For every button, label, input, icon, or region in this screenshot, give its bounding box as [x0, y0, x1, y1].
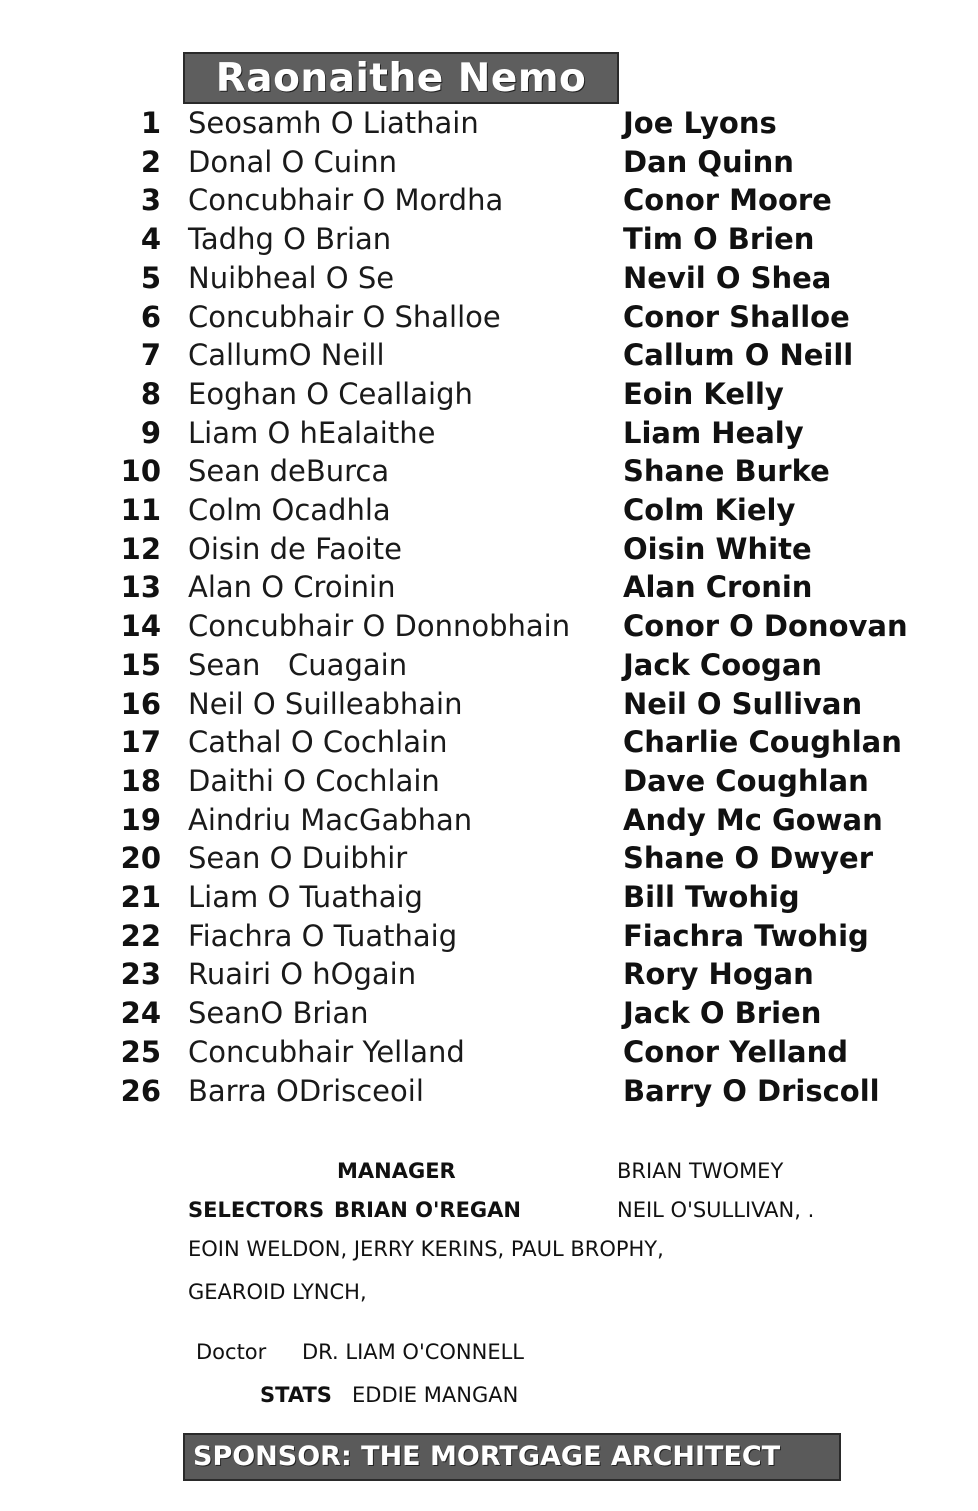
player-irish-name: Concubhair Yelland — [188, 1035, 465, 1069]
player-number: 2 — [140, 145, 161, 179]
player-number: 4 — [140, 222, 161, 256]
player-irish-name: Seosamh O Liathain — [188, 106, 479, 140]
player-english-name: Liam Healy — [623, 416, 804, 450]
player-english-name: Shane Burke — [623, 454, 830, 488]
stats-label: STATS — [260, 1383, 332, 1407]
page-title: Raonaithe Nemo — [215, 56, 587, 101]
player-english-name: Neil O Sullivan — [623, 687, 863, 721]
player-row — [0, 454, 978, 492]
player-number: 18 — [120, 764, 161, 798]
player-irish-name: SeanO Brian — [188, 996, 369, 1030]
player-row — [0, 841, 978, 879]
player-row — [0, 996, 978, 1034]
player-irish-name: Colm Ocadhla — [188, 493, 391, 527]
player-irish-name: CallumO Neill — [188, 338, 385, 372]
player-irish-name: Concubhair O Donnobhain — [188, 609, 571, 643]
player-irish-name: Liam O hEalaithe — [188, 416, 436, 450]
player-row — [0, 222, 978, 260]
player-row — [0, 493, 978, 531]
player-english-name: Nevil O Shea — [623, 261, 832, 295]
player-number: 24 — [120, 996, 161, 1030]
player-row — [0, 648, 978, 686]
stats-name: EDDIE MANGAN — [352, 1383, 519, 1407]
player-english-name: Shane O Dwyer — [623, 841, 873, 875]
player-irish-name: Nuibheal O Se — [188, 261, 395, 295]
player-english-name: Joe Lyons — [623, 106, 777, 140]
player-number: 12 — [120, 532, 161, 566]
player-row — [0, 106, 978, 144]
player-english-name: Oisin White — [623, 532, 812, 566]
player-irish-name: Ruairi O hOgain — [188, 957, 417, 991]
player-irish-name: Cathal O Cochlain — [188, 725, 448, 759]
player-row — [0, 338, 978, 376]
player-row — [0, 416, 978, 454]
player-number: 11 — [120, 493, 161, 527]
player-english-name: Conor Shalloe — [623, 300, 850, 334]
player-row — [0, 532, 978, 570]
player-english-name: Eoin Kelly — [623, 377, 784, 411]
player-english-name: Charlie Coughlan — [623, 725, 902, 759]
player-row — [0, 570, 978, 608]
player-row — [0, 609, 978, 647]
selectors-line-3: GEAROID LYNCH, — [188, 1280, 367, 1304]
manager-name: BRIAN TWOMEY — [617, 1159, 784, 1183]
player-irish-name: Eoghan O Ceallaigh — [188, 377, 473, 411]
doctor-label: Doctor — [196, 1340, 267, 1364]
player-english-name: Conor O Donovan — [623, 609, 908, 643]
player-row — [0, 183, 978, 221]
player-english-name: Callum O Neill — [623, 338, 854, 372]
player-irish-name: Liam O Tuathaig — [188, 880, 423, 914]
player-irish-name: Alan O Croinin — [188, 570, 396, 604]
player-row — [0, 957, 978, 995]
player-irish-name: Daithi O Cochlain — [188, 764, 440, 798]
player-number: 3 — [140, 183, 161, 217]
player-number: 15 — [120, 648, 161, 682]
player-english-name: Jack O Brien — [623, 996, 822, 1030]
player-english-name: Fiachra Twohig — [623, 919, 869, 953]
player-english-name: Conor Moore — [623, 183, 832, 217]
player-english-name: Dan Quinn — [623, 145, 794, 179]
player-irish-name: Aindriu MacGabhan — [188, 803, 473, 837]
player-irish-name: Barra ODrisceoil — [188, 1074, 424, 1108]
player-row — [0, 1074, 978, 1112]
player-irish-name: Oisin de Faoite — [188, 532, 402, 566]
player-irish-name: Fiachra O Tuathaig — [188, 919, 458, 953]
sponsor-text: SPONSOR: THE MORTGAGE ARCHITECT — [193, 1441, 781, 1472]
player-row — [0, 687, 978, 725]
player-english-name: Andy Mc Gowan — [623, 803, 883, 837]
player-english-name: Tim O Brien — [623, 222, 815, 256]
selector-1: BRIAN O'REGAN — [334, 1198, 521, 1222]
selector-2: NEIL O'SULLIVAN, . — [617, 1198, 815, 1222]
player-irish-name: Tadhg O Brian — [188, 222, 392, 256]
player-number: 16 — [120, 687, 161, 721]
player-row — [0, 803, 978, 841]
player-number: 25 — [120, 1035, 161, 1069]
player-irish-name: Donal O Cuinn — [188, 145, 397, 179]
player-english-name: Dave Coughlan — [623, 764, 869, 798]
player-irish-name: Sean O Duibhir — [188, 841, 408, 875]
player-row — [0, 261, 978, 299]
player-english-name: Alan Cronin — [623, 570, 813, 604]
player-number: 13 — [120, 570, 161, 604]
manager-label: MANAGER — [337, 1159, 456, 1183]
title-banner — [183, 52, 619, 104]
player-number: 20 — [120, 841, 161, 875]
player-number: 10 — [120, 454, 161, 488]
player-number: 17 — [120, 725, 161, 759]
selectors-label: SELECTORS — [188, 1198, 325, 1222]
player-row — [0, 880, 978, 918]
player-row — [0, 1035, 978, 1073]
player-english-name: Conor Yelland — [623, 1035, 849, 1069]
player-row — [0, 725, 978, 763]
player-english-name: Colm Kiely — [623, 493, 796, 527]
player-number: 26 — [120, 1074, 161, 1108]
player-number: 9 — [140, 416, 161, 450]
player-number: 5 — [140, 261, 161, 295]
player-irish-name: Neil O Suilleabhain — [188, 687, 463, 721]
player-number: 6 — [140, 300, 161, 334]
player-irish-name: Concubhair O Shalloe — [188, 300, 501, 334]
player-number: 21 — [120, 880, 161, 914]
player-row — [0, 145, 978, 183]
doctor-name: DR. LIAM O'CONNELL — [302, 1340, 524, 1364]
player-row — [0, 764, 978, 802]
player-english-name: Jack Coogan — [623, 648, 823, 682]
player-number: 22 — [120, 919, 161, 953]
player-row — [0, 300, 978, 338]
player-irish-name: Sean deBurca — [188, 454, 390, 488]
player-number: 1 — [140, 106, 161, 140]
player-row — [0, 377, 978, 415]
player-number: 23 — [120, 957, 161, 991]
player-number: 7 — [140, 338, 161, 372]
player-number: 19 — [120, 803, 161, 837]
player-row — [0, 919, 978, 957]
player-english-name: Rory Hogan — [623, 957, 814, 991]
player-english-name: Bill Twohig — [623, 880, 800, 914]
player-number: 8 — [140, 377, 161, 411]
player-english-name: Barry O Driscoll — [623, 1074, 880, 1108]
player-number: 14 — [120, 609, 161, 643]
player-irish-name: Concubhair O Mordha — [188, 183, 504, 217]
sponsor-banner — [183, 1433, 841, 1481]
player-irish-name: Sean Cuagain — [188, 648, 408, 682]
selectors-line-2: EOIN WELDON, JERRY KERINS, PAUL BROPHY, — [188, 1237, 664, 1261]
